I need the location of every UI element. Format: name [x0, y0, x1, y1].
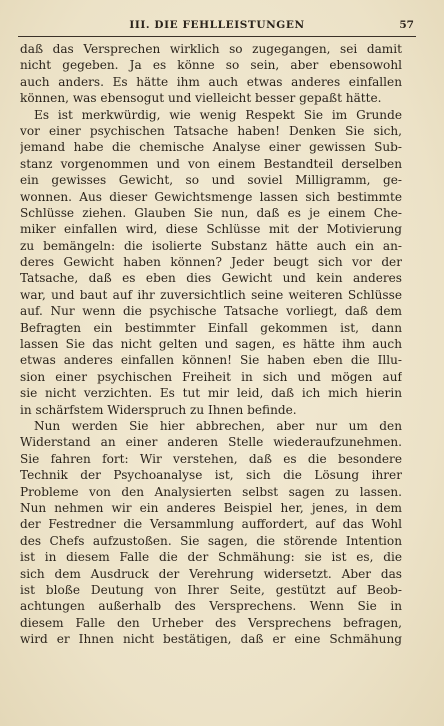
text-line: Probleme von den Analysierten selbst sagen zu lassen. [20, 484, 402, 499]
text-line: Befragten ein bestimmter Einfall gekommen ist, dann [20, 320, 402, 335]
text-line: ist bloße Deutung von Ihrer Seite, gestützt auf Beob- [20, 582, 402, 597]
text-line: lassen Sie das nicht gelten und sagen, es hätte ihm auch [20, 337, 402, 352]
text-line: vor einer psychischen Tatsache haben! Denken Sie sich, [20, 123, 402, 138]
text-line: Es ist merkwürdig, wie wenig Respekt Sie im Grunde [34, 107, 402, 122]
page-number: 57 [399, 19, 414, 31]
text-line: der Festredner die Versammlung auffordert, auf das Wohl [20, 517, 402, 532]
text-line: zu bemängeln: die isolierte Substanz hätte auch ein an- [20, 238, 402, 253]
text-line: achtungen außerhalb des Versprechens. Wenn Sie in [20, 599, 402, 614]
text-line: Schlüsse ziehen. Glauben Sie nun, daß es je einem Che- [20, 205, 402, 220]
running-header [18, 18, 416, 37]
text-line: sion einer psychischen Freiheit in sich und mögen auf [20, 369, 402, 384]
text-line: jemand habe die chemische Analyse einer gewissen Sub- [20, 140, 402, 155]
text-line: des Chefs aufzustoßen. Sie sagen, die störende Intention [20, 533, 402, 548]
text-line: auch anders. Es hätte ihm auch etwas anderes einfallen [20, 74, 402, 89]
chapter-title: III. DIE FEHLLEISTUNGEN [129, 19, 305, 31]
text-line: sich dem Ausdruck der Verehrung widersetzt. Aber das [20, 566, 402, 581]
text-line: Nun nehmen wir ein anderes Beispiel her, jenes, in dem [20, 500, 402, 515]
text-line: Technik der Psychoanalyse ist, sich die Lösung ihrer [20, 468, 402, 483]
text-line: sie nicht verzichten. Es tut mir leid, daß ich mich hierin [20, 386, 402, 401]
text-line: Nun werden Sie hier abbrechen, aber nur um den [34, 418, 402, 433]
text-line: nicht gegeben. Ja es könne so sein, aber ebensowohl [20, 58, 402, 73]
text-line: ein gewisses Gewicht, so und soviel Milligramm, ge- [20, 173, 402, 188]
text-line: diesem Falle den Urheber des Versprechens befragen, [20, 615, 402, 630]
text-line: Tatsache, daß es eben dies Gewicht und kein anderes [20, 271, 402, 286]
text-line: auf. Nur wenn die psychische Tatsache vorliegt, daß dem [20, 304, 402, 319]
text-line: ist in diesem Falle die der Schmähung: sie ist es, die [20, 550, 402, 565]
text-line: können, was ebensogut und vielleicht besser gepaßt hätte. [20, 91, 382, 106]
text-line: miker einfallen wird, diese Schlüsse mit der Motivierung [20, 222, 402, 237]
text-line: Widerstand an einer anderen Stelle wiederaufzunehmen. [20, 435, 402, 450]
text-line: etwas anderes einfallen können! Sie haben eben die Illu- [20, 353, 402, 368]
text-line: stanz vorgenommen und von einem Bestandteil derselben [20, 156, 402, 171]
text-line: wonnen. Aus dieser Gewichtsmenge lassen sich bestimmte [20, 189, 402, 204]
text-line: in schärfstem Widerspruch zu Ihnen befinde. [20, 402, 297, 417]
text-line: deres Gewicht haben können? Jeder beugt sich vor der [20, 255, 402, 270]
text-line: war, und baut auf ihr zuversichtlich seine weiteren Schlüsse [20, 287, 402, 302]
body-text [20, 41, 402, 647]
text-line: wird er Ihnen nicht bestätigen, daß er eine Schmähung [20, 632, 402, 647]
text-line: daß das Versprechen wirklich so zugegangen, sei damit [20, 42, 402, 56]
text-line: Sie fahren fort: Wir verstehen, daß es die besondere [20, 451, 402, 466]
